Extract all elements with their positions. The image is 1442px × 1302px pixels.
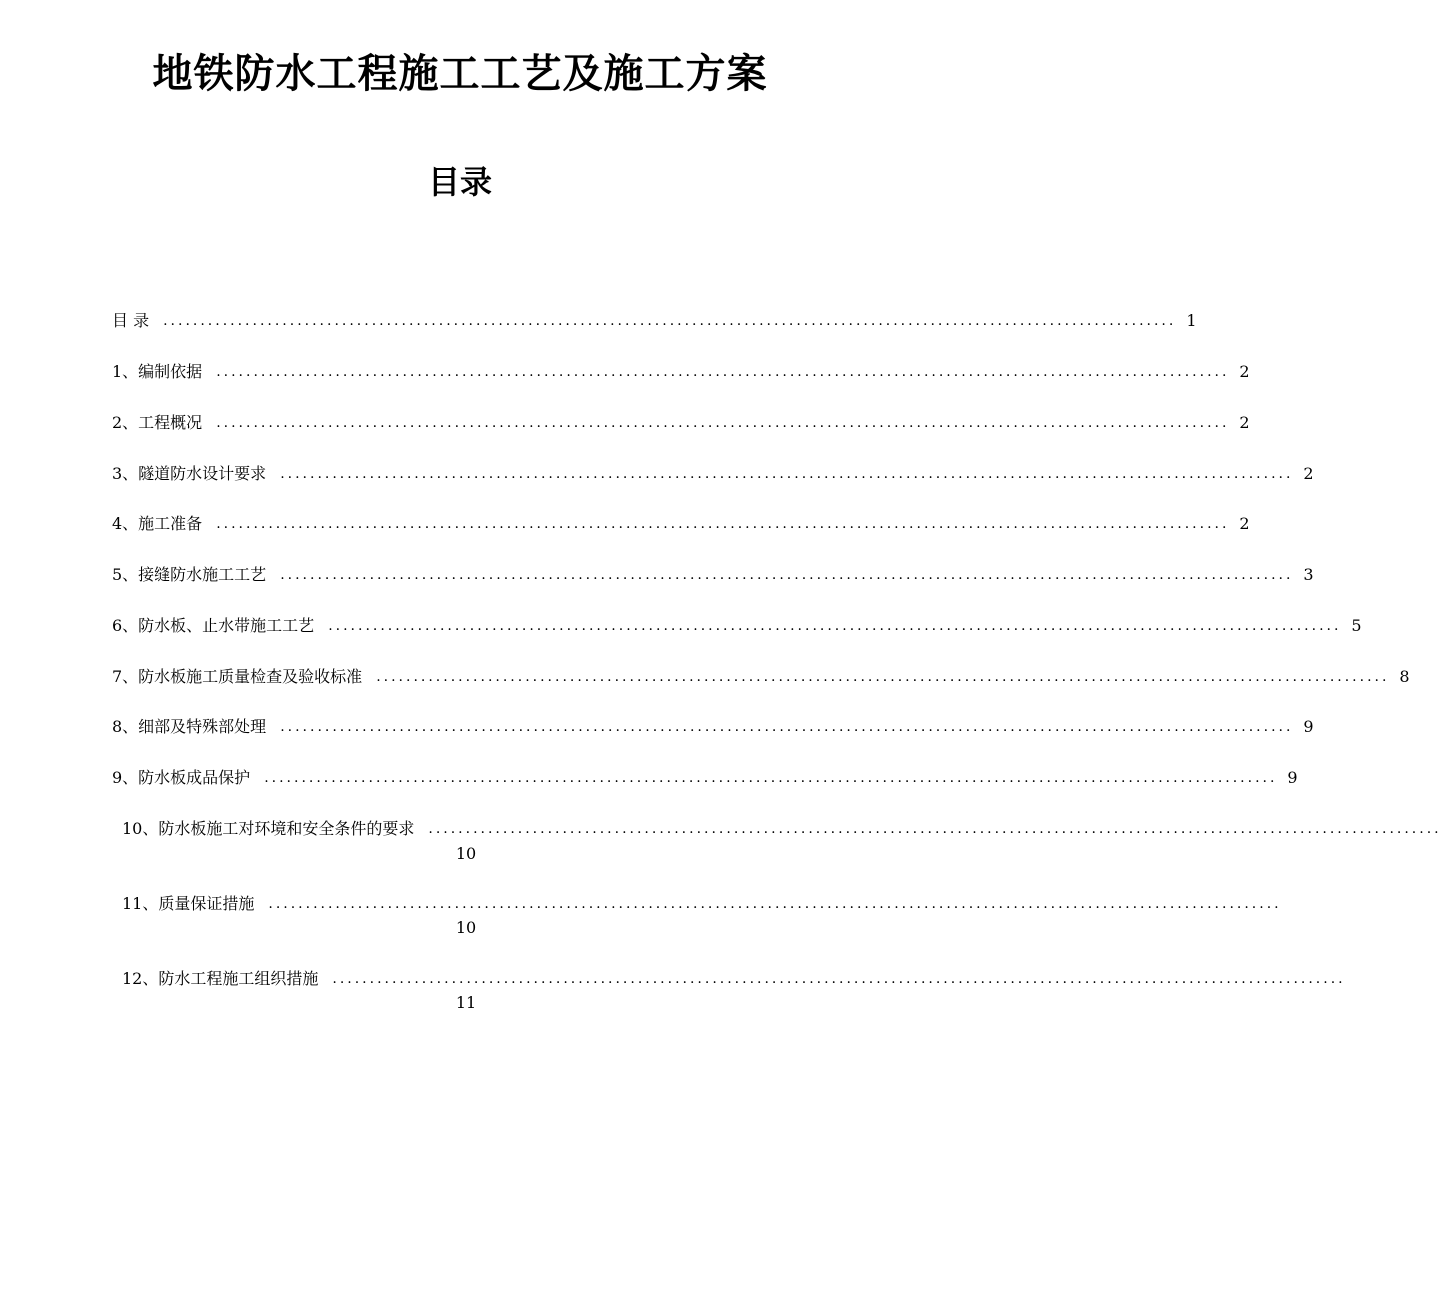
toc-entry-page: 9 bbox=[1303, 717, 1314, 736]
toc-entry-page: 2 bbox=[1239, 413, 1250, 432]
toc-leader-dots: ........................................................................................................................................ bbox=[328, 618, 1342, 634]
toc-entry-page: 10 bbox=[455, 844, 477, 863]
toc-entry-page: 11 bbox=[455, 993, 477, 1012]
toc-entry-label: 1、编制依据 bbox=[112, 362, 203, 381]
toc-entry-label: 12、防水工程施工组织措施 bbox=[122, 969, 319, 988]
toc-leader-dots: ........................................................................................................................................ bbox=[332, 971, 1346, 987]
toc-entry-10[interactable] bbox=[122, 817, 1442, 841]
toc-entry-page: 8 bbox=[1399, 667, 1410, 686]
toc-entry-page: 5 bbox=[1351, 616, 1362, 635]
toc-entry-4[interactable] bbox=[112, 512, 1250, 536]
toc-entry-label: 2、工程概况 bbox=[112, 413, 203, 432]
toc-leader-dots: ........................................................................................................................................ bbox=[268, 896, 1282, 912]
toc-entry-label: 5、接缝防水施工工艺 bbox=[112, 565, 267, 584]
toc-entry-page: 2 bbox=[1239, 362, 1250, 381]
toc-entry-5[interactable] bbox=[112, 563, 1314, 587]
toc-leader-dots: ........................................................................................................................................ bbox=[428, 821, 1442, 837]
toc-entry-8[interactable] bbox=[112, 715, 1314, 739]
toc-entry-page: 10 bbox=[455, 918, 477, 937]
toc-leader-dots: ........................................................................................................................................ bbox=[280, 567, 1294, 583]
toc-entry-7[interactable] bbox=[112, 665, 1410, 689]
toc-entry-page: 1 bbox=[1186, 311, 1197, 330]
toc-heading: 目录 bbox=[427, 163, 492, 201]
toc-leader-dots: ........................................................................................................................................ bbox=[216, 516, 1230, 532]
toc-leader-dots: ........................................................................................................................................ bbox=[280, 719, 1294, 735]
toc-entry-page: 9 bbox=[1287, 768, 1298, 787]
toc-entry-label: 9、防水板成品保护 bbox=[112, 768, 251, 787]
document-title: 地铁防水工程施工工艺及施工方案 bbox=[152, 51, 768, 97]
toc-entry-label: 3、隧道防水设计要求 bbox=[112, 464, 267, 483]
toc-entry-2[interactable] bbox=[112, 411, 1250, 435]
toc-leader-dots: ........................................................................................................................................ bbox=[376, 669, 1390, 685]
toc-entry-11[interactable] bbox=[122, 892, 1282, 916]
toc-entry-label: 10、防水板施工对环境和安全条件的要求 bbox=[122, 819, 415, 838]
toc-entry-contents[interactable] bbox=[112, 309, 1197, 333]
toc-entry-label: 4、施工准备 bbox=[112, 514, 203, 533]
toc-entry-label: 目 录 bbox=[112, 311, 150, 330]
toc-leader-dots: ........................................................................................................................................ bbox=[216, 415, 1230, 431]
toc-entry-page: 3 bbox=[1303, 565, 1314, 584]
toc-leader-dots: ........................................................................................................................................ bbox=[163, 313, 1177, 329]
toc-entry-1[interactable] bbox=[112, 360, 1250, 384]
toc-entry-6[interactable] bbox=[112, 614, 1362, 638]
toc-leader-dots: ........................................................................................................................................ bbox=[264, 770, 1278, 786]
toc-entry-label: 7、防水板施工质量检查及验收标准 bbox=[112, 667, 363, 686]
toc-leader-dots: ........................................................................................................................................ bbox=[216, 364, 1230, 380]
toc-leader-dots: ........................................................................................................................................ bbox=[280, 466, 1294, 482]
toc-entry-3[interactable] bbox=[112, 462, 1314, 486]
toc-entry-page: 2 bbox=[1303, 464, 1314, 483]
toc-entry-12[interactable] bbox=[122, 967, 1346, 991]
toc-entry-label: 8、细部及特殊部处理 bbox=[112, 717, 267, 736]
toc-entry-label: 11、质量保证措施 bbox=[122, 894, 255, 913]
toc-entry-9[interactable] bbox=[112, 766, 1298, 790]
toc-entry-label: 6、防水板、止水带施工工艺 bbox=[112, 616, 315, 635]
toc-entry-page: 2 bbox=[1239, 514, 1250, 533]
